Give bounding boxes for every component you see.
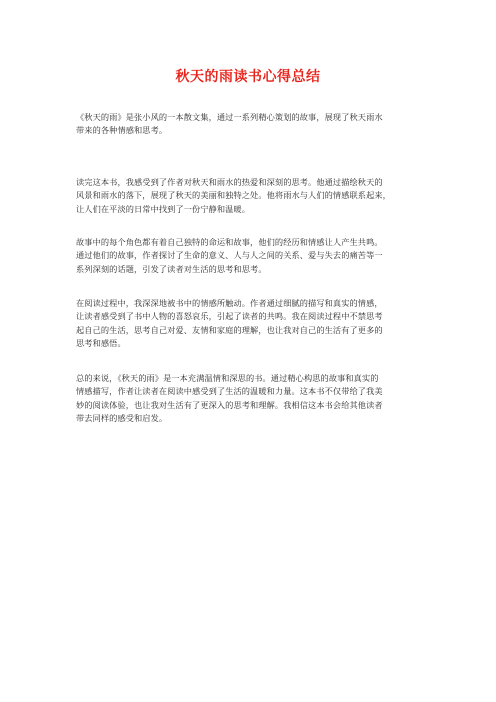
paragraph-line: 起自己的生活，思考自己对爱、友情和家庭的理解，也让我对自己的生活有了更多的 [76, 324, 383, 335]
paragraph-line: 系列深刻的话题，引发了读者对生活的思考和思考。 [76, 263, 267, 274]
paragraph-line: 故事中的每个角色都有着自己独特的命运和故事，他们的经历和情感让人产生共鸣。 [76, 237, 383, 247]
paragraph-characters [76, 236, 436, 276]
paragraph-line: 《秋天的雨》是张小风的一本散文集，通过一系列精心策划的故事，展现了秋天雨水 [76, 112, 383, 122]
paragraph-line: 风景和雨水的落下，展现了秋天的美丽和独特之处。他将雨水与人们的情感联系起来， [76, 190, 391, 201]
paragraph-intro [76, 111, 436, 138]
paragraph-line: 读完这本书，我感受到了作者对秋天和雨水的热爱和深刻的思考。他通过描绘秋天的 [76, 177, 383, 187]
paragraph-line: 在阅读过程中，我深深地被书中的情感所触动。作者通过细腻的描写和真实的情感， [76, 298, 383, 308]
paragraph-line: 总的来说，《秋天的雨》是一本充满温情和深思的书。通过精心构思的故事和真实的 [76, 373, 379, 383]
paragraph-line: 带来的各种情感和思考。 [76, 125, 168, 136]
paragraph-summary [76, 372, 436, 426]
paragraph-line: 思考和感悟。 [76, 338, 126, 349]
paragraph-reading [76, 297, 436, 351]
paragraph-line: 情感描写，作者让读者在阅读中感受到了生活的温暖和力量。这本书不仅带给了我美 [76, 386, 383, 397]
paragraph-line: 带去同样的感受和启发。 [76, 413, 168, 424]
paragraph-line: 通过他们的故事，作者探讨了生命的意义、人与人之间的关系、爱与失去的痛苦等一 [76, 250, 383, 261]
paragraph-line: 妙的阅读体验，也让我对生活有了更深入的思考和理解。我相信这本书会给其他读者 [76, 399, 383, 410]
paragraph-line: 让读者感受到了书中人物的喜怒哀乐，引起了读者的共鸣。我在阅读过程中不禁思考 [76, 311, 383, 322]
document-title: 秋天的雨读书心得总结 [175, 69, 321, 85]
paragraph-line: 让人们在平淡的日常中找到了一份宁静和温暖。 [76, 203, 251, 214]
paragraph-impression [76, 176, 436, 216]
